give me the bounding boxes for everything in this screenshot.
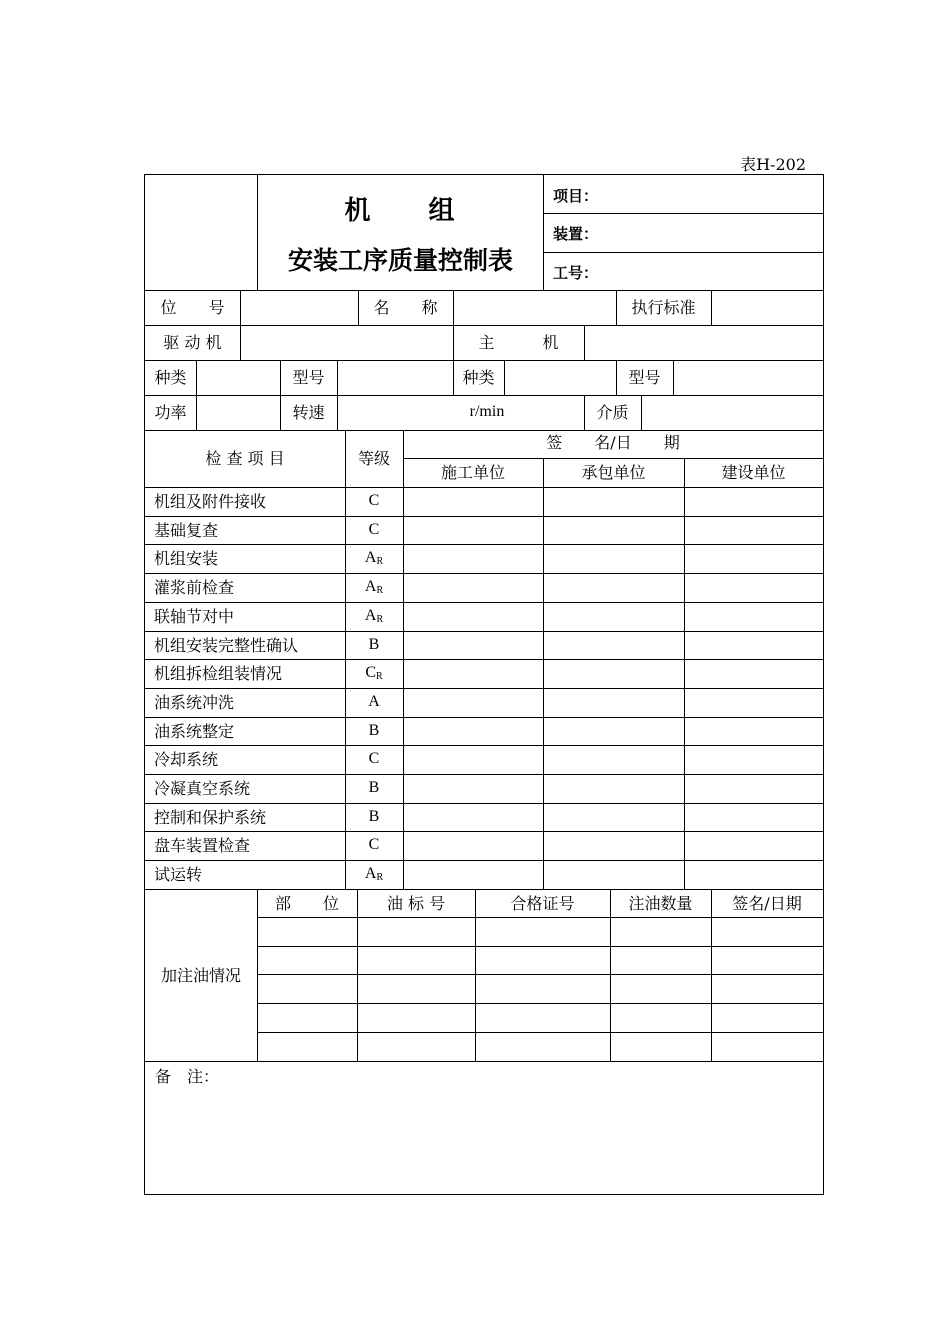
grade-letter: B — [368, 635, 380, 653]
check-grade — [345, 548, 403, 570]
grade-subscript: R — [376, 556, 384, 568]
title-line2: 安装工序质量控制表 — [287, 246, 513, 275]
oil-filling-label: 加注油情况 — [160, 966, 241, 985]
grade-letter: A — [368, 692, 380, 710]
check-grade — [345, 807, 403, 829]
grade-letter: A — [364, 865, 377, 883]
grade-subscript: R — [376, 671, 383, 683]
grade-letter: A — [364, 578, 377, 596]
name-label: 名 称 — [373, 298, 438, 317]
check-item-label: 冷凝真空系统 — [154, 779, 251, 798]
grade-letter: B — [368, 807, 380, 825]
oil-sign-date-header: 签名/日期 — [732, 894, 802, 913]
speed-label: 转速 — [292, 403, 325, 422]
check-item-label: 油系统整定 — [154, 721, 235, 741]
check-grade — [345, 778, 403, 800]
check-grade — [345, 749, 403, 771]
check-item-label: 基础复查 — [154, 520, 219, 540]
owner-unit-header: 建设单位 — [721, 463, 786, 482]
check-grade — [345, 835, 403, 857]
check-grade — [345, 721, 403, 743]
oil-quantity-header: 注油数量 — [628, 894, 693, 913]
check-item-label: 灌浆前检查 — [154, 578, 235, 598]
model-label-1: 型号 — [292, 368, 325, 387]
check-grade — [345, 577, 403, 599]
check-grade — [345, 663, 403, 685]
title-line1: 机 组 — [344, 196, 457, 226]
sign-date-header: 签 名/日 期 — [546, 433, 680, 452]
job-no-label: 工号： — [553, 264, 599, 282]
check-item-label: 控制和保护系统 — [154, 807, 267, 827]
check-item-label: 油系统冲洗 — [154, 692, 235, 712]
grade-letter: A — [364, 549, 377, 567]
construction-unit-header: 施工单位 — [440, 463, 505, 482]
model-label-2: 型号 — [628, 368, 661, 387]
grade-letter: C — [368, 750, 380, 768]
type-label-1: 种类 — [154, 368, 187, 387]
check-item-label: 机组及附件接收 — [154, 492, 267, 511]
check-grade — [345, 635, 403, 657]
certificate-no-header: 合格证号 — [510, 894, 575, 913]
grade-letter: B — [368, 721, 380, 739]
power-label: 功率 — [154, 403, 187, 422]
check-item-label: 盘车装置检查 — [154, 836, 251, 856]
check-item-label: 机组安装 — [154, 549, 219, 569]
remarks-label: 备 注： — [155, 1067, 220, 1086]
grade-letter: C — [365, 664, 376, 682]
check-item-header: 检 查 项 目 — [205, 449, 285, 468]
grade-letter: B — [368, 779, 380, 796]
oil-part-header: 部 位 — [274, 894, 339, 913]
speed-unit: r/min — [469, 403, 505, 420]
check-grade — [345, 520, 403, 542]
check-item-label: 机组安装完整性确认 — [154, 635, 299, 655]
driver-label: 驱 动 机 — [163, 333, 222, 352]
grade-subscript: R — [376, 585, 384, 597]
oil-grade-header: 油 标 号 — [386, 894, 446, 913]
medium-label: 介质 — [596, 403, 629, 422]
grade-header: 等级 — [357, 449, 390, 468]
contractor-unit-header: 承包单位 — [581, 463, 646, 482]
grade-letter: C — [368, 492, 380, 509]
check-grade — [345, 606, 403, 628]
grade-letter: A — [364, 606, 377, 624]
position-no-label: 位 号 — [160, 298, 225, 317]
check-item-label: 联轴节对中 — [154, 606, 235, 626]
check-grade — [345, 692, 403, 714]
grade-subscript: R — [376, 613, 384, 625]
grade-letter: C — [368, 836, 380, 854]
main-machine-label: 主 机 — [478, 333, 559, 352]
check-item-label: 机组拆检组装情况 — [154, 664, 283, 684]
standard-label: 执行标准 — [631, 298, 696, 317]
check-grade — [345, 491, 403, 513]
type-label-2: 种类 — [462, 368, 495, 387]
check-grade — [345, 864, 403, 886]
device-label: 装置： — [553, 225, 599, 243]
check-item-label: 试运转 — [154, 865, 203, 885]
form-table — [144, 174, 824, 1195]
grade-letter: C — [368, 520, 380, 538]
form-code: 表H-202 — [740, 155, 806, 174]
project-label: 项目： — [553, 187, 599, 205]
grade-subscript: R — [376, 872, 384, 884]
check-item-label: 冷却系统 — [154, 750, 219, 770]
